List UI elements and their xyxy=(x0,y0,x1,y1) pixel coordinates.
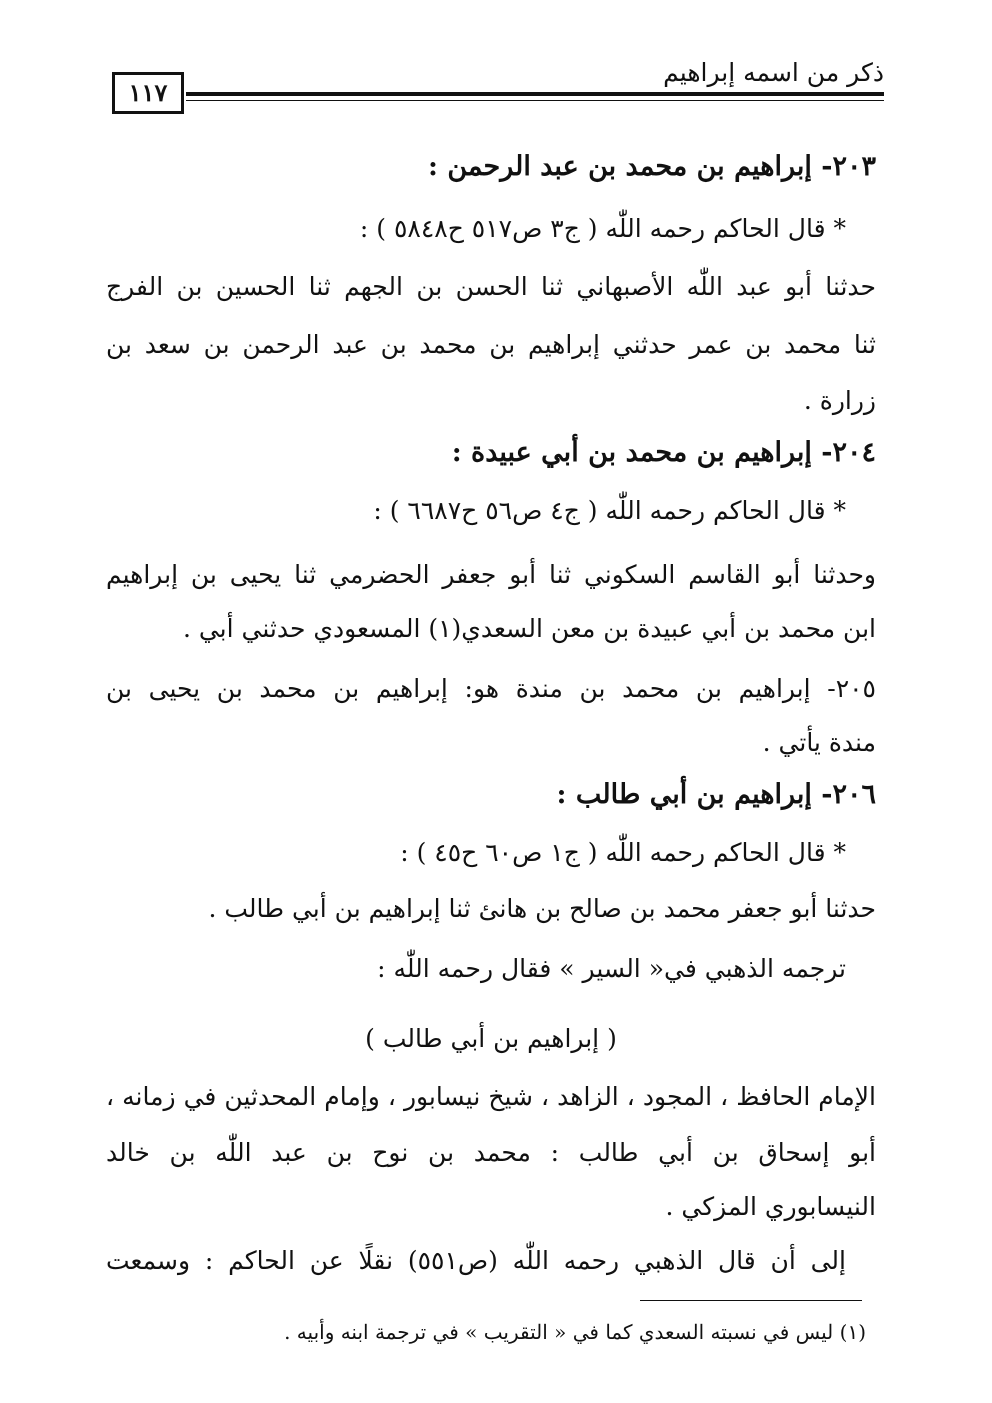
page-number-box: ١١٧ xyxy=(112,72,184,114)
running-header-title: ذكر من اسمه إبراهيم xyxy=(663,58,884,87)
entry-heading-203: ٢٠٣- إبراهيم بن محمد بن عبد الرحمن : xyxy=(428,151,876,182)
text-line: ابن محمد بن أبي عبيدة بن معن السعدي(١) المسعودي حدثني أبي . xyxy=(182,614,876,643)
text-line: وحدثنا أبو القاسم السكوني ثنا أبو جعفر الحضرمي ثنا يحيى بن إبراهيم xyxy=(106,560,876,589)
entry-heading-204: ٢٠٤- إبراهيم بن محمد بن أبي عبيدة : xyxy=(451,437,876,468)
quoted-title: ( إبراهيم بن أبي طالب ) xyxy=(365,1024,617,1053)
header-rule-thick xyxy=(186,92,884,96)
citation-line: * قال الحاكم رحمه اللّٰه ( ج٣ ص٥١٧ ح٥٨٤٨ ) : xyxy=(359,214,846,243)
text-line: الإمام الحافظ ، المجود ، الزاهد ، شيخ نيسابور ، وإمام المحدثين في زمانه ، xyxy=(106,1082,876,1111)
text-line: حدثنا أبو جعفر محمد بن صالح بن هانئ ثنا إبراهيم بن أبي طالب . xyxy=(208,894,876,923)
entry-205-line: ٢٠٥- إبراهيم بن محمد بن مندة هو: إبراهيم بن محمد بن يحيى بن xyxy=(106,674,876,703)
text-line: النيسابوري المزكي . xyxy=(665,1192,876,1221)
header-rule-thin xyxy=(186,100,884,101)
text-line: حدثنا أبو عبد اللّٰه الأصبهاني ثنا الحسن بن الجهم ثنا الحسين بن الفرج xyxy=(106,272,876,301)
text-line: أبو إسحاق بن أبي طالب : محمد بن نوح بن عبد اللّٰه بن خالد xyxy=(106,1138,876,1167)
entry-heading-206: ٢٠٦- إبراهيم بن أبي طالب : xyxy=(556,779,876,810)
citation-line: * قال الحاكم رحمه اللّٰه ( ج٤ ص٥٦ ح٦٦٨٧ ) : xyxy=(373,496,846,525)
text-line: إلى أن قال الذهبي رحمه اللّٰه (ص٥٥١) نقلًا عن الحاكم : وسمعت xyxy=(106,1246,846,1275)
text-line: ترجمه الذهبي في« السير » فقال رحمه اللّٰه : xyxy=(377,954,846,983)
footnote: (١) ليس في نسبته السعدي كما في « التقريب » في ترجمة ابنه وأبيه . xyxy=(284,1320,866,1344)
text-line: مندة يأتي . xyxy=(762,728,876,757)
citation-line: * قال الحاكم رحمه اللّٰه ( ج١ ص٦٠ ح٤٥ ) : xyxy=(400,838,846,867)
text-line: زرارة . xyxy=(803,386,876,415)
text-line: ثنا محمد بن عمر حدثني إبراهيم بن محمد بن عبد الرحمن بن سعد بن xyxy=(106,330,876,359)
footnote-separator xyxy=(640,1300,862,1301)
